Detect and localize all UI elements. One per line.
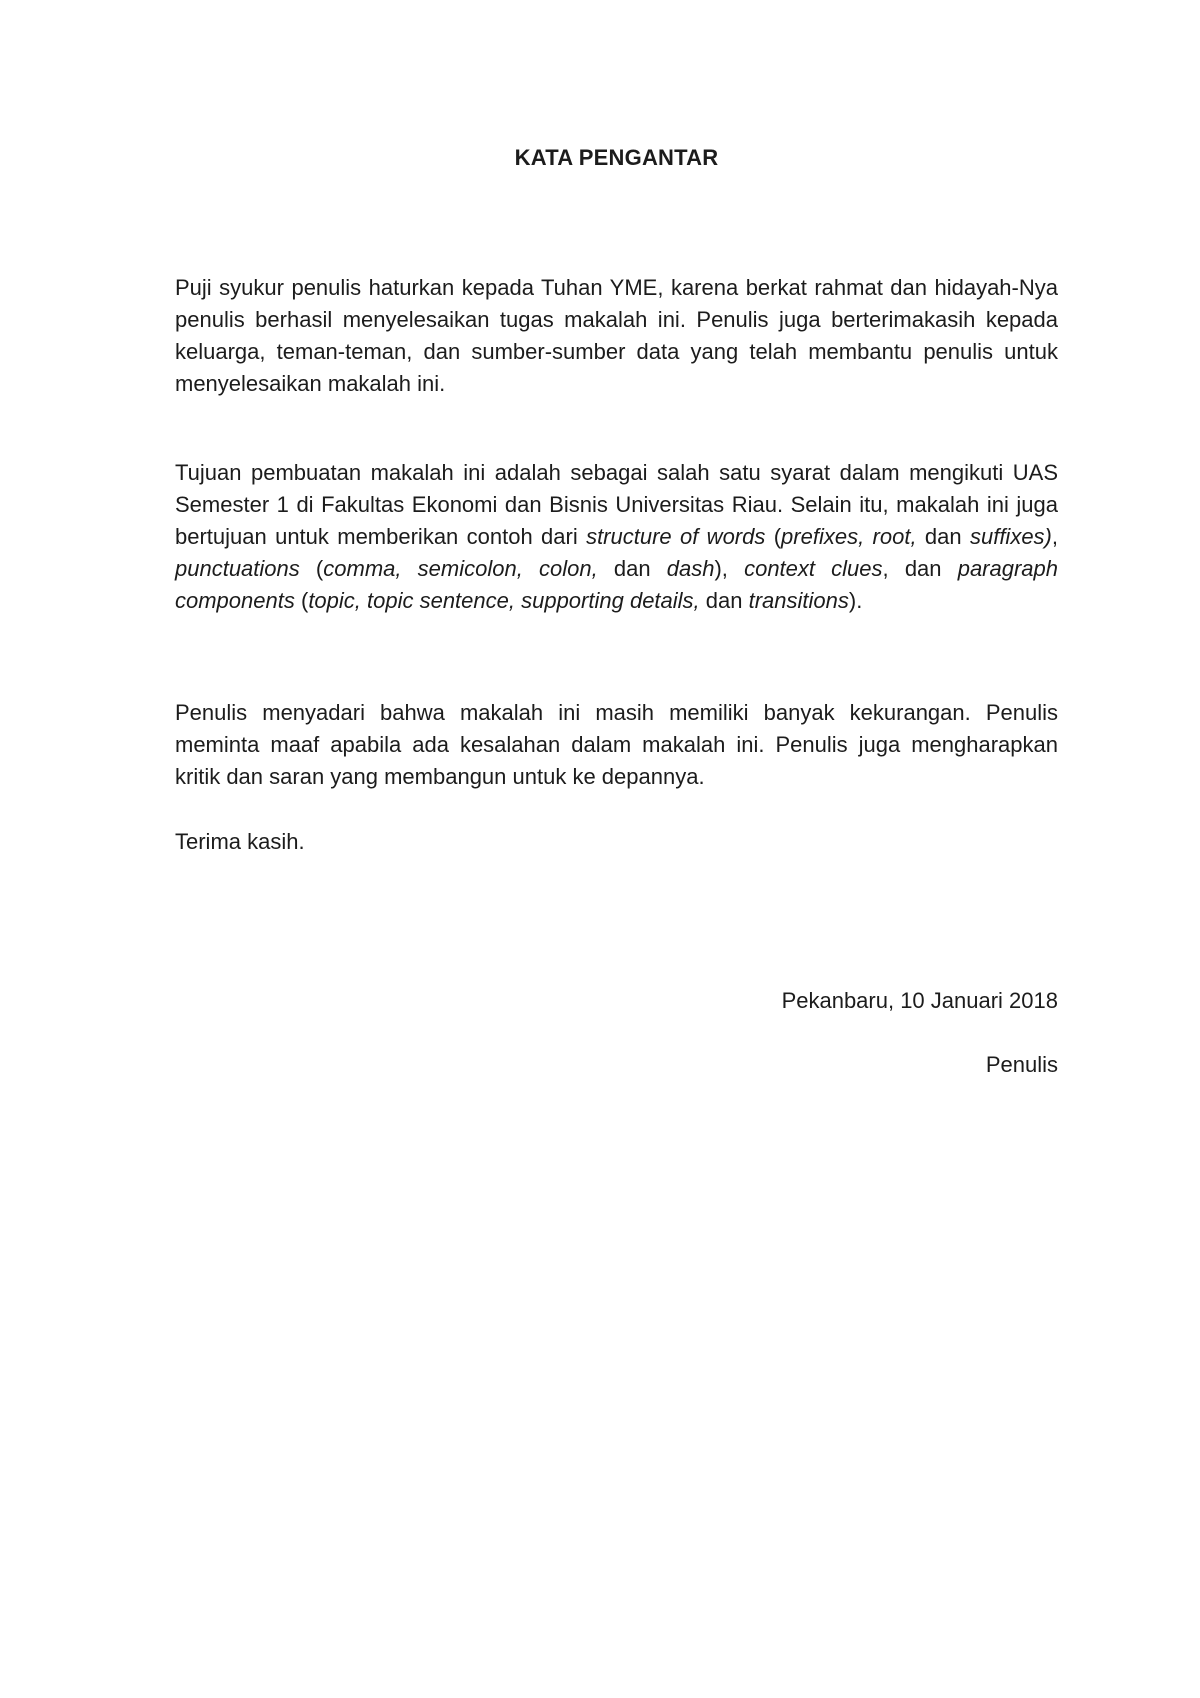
text-run: ), <box>714 556 745 581</box>
italic-term: topic, topic sentence, supporting details, <box>308 588 700 613</box>
text-run: ( <box>765 524 782 549</box>
text-run: dan <box>597 556 667 581</box>
italic-term: prefixes, root, <box>781 524 917 549</box>
italic-term: dash <box>666 556 715 581</box>
text-run: ( <box>299 556 324 581</box>
paragraph-apology: Penulis menyadari bahwa makalah ini masih memiliki banyak kekurangan. Penulis meminta maaf apabila ada kesalahan dalam makalah ini. Penulis juga mengharapkan kritik dan saran yang membangun untuk ke depannya. <box>175 700 1058 789</box>
page-title: KATA PENGANTAR <box>514 145 719 170</box>
italic-term: transitions <box>748 588 849 613</box>
italic-term: structure of words <box>586 524 766 549</box>
text-run: , dan <box>882 556 958 581</box>
italic-term: comma, semicolon, colon, <box>323 556 598 581</box>
italic-term: paragraph components <box>175 556 1059 613</box>
text-run: , <box>1051 524 1059 549</box>
text-run: dan <box>916 524 970 549</box>
text-run: Tujuan pembuatan makalah ini adalah sebagai salah satu syarat dalam mengikuti UAS Semester 1 di Fakultas Ekonomi dan Bisnis Universitas Riau. Selain itu, makalah ini juga bertujuan untuk memberikan contoh dari <box>175 460 1058 549</box>
signatory: Penulis <box>985 1052 1058 1077</box>
paragraph-purpose <box>175 457 1058 617</box>
italic-term: context clues <box>744 556 883 581</box>
place-date: Pekanbaru, 10 Januari 2018 <box>781 988 1058 1013</box>
text-run: ( <box>294 588 309 613</box>
text-run: dan <box>699 588 749 613</box>
text-run: ). <box>848 588 863 613</box>
italic-term: punctuations <box>175 556 300 581</box>
paragraph-intro: Puji syukur penulis haturkan kepada Tuhan YME, karena berkat rahmat dan hidayah-Nya penulis berhasil menyelesaikan tugas makalah ini. Penulis juga berterimakasih kepada keluarga, teman-teman, dan sumber-sumber data yang telah membantu penulis untuk menyelesaikan makalah ini. <box>175 275 1058 396</box>
closing-text: Terima kasih. <box>175 829 305 854</box>
italic-term: suffixes) <box>969 524 1052 549</box>
